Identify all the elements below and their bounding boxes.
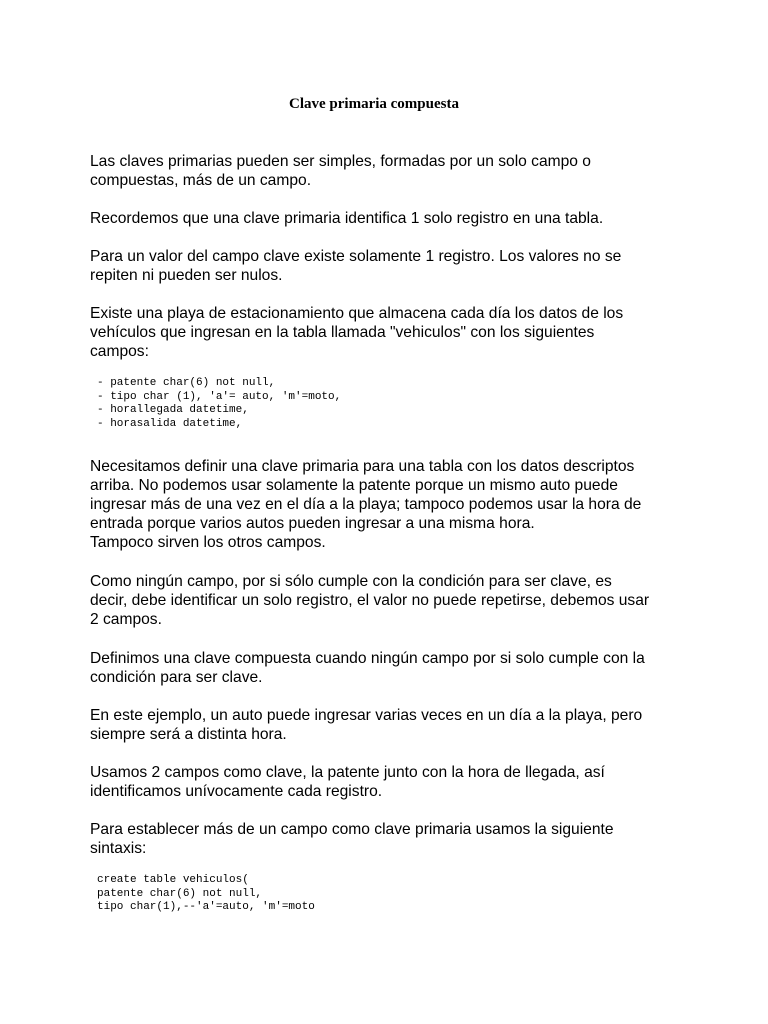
paragraph-line: condición para ser clave. <box>90 669 263 686</box>
paragraph-line: compuestas, más de un campo. <box>90 172 312 189</box>
paragraph-line: sintaxis: <box>90 840 147 857</box>
paragraph-valor-clave <box>90 247 690 285</box>
paragraph-line: Para establecer más de un campo como clave primaria usamos la siguiente <box>90 821 614 838</box>
paragraph-line: entrada porque varios autos pueden ingresar a una misma hora. <box>90 515 535 532</box>
paragraph-line: En este ejemplo, un auto puede ingresar varias veces en un día a la playa, pero <box>90 707 643 724</box>
paragraph-line: decir, debe identificar un solo registro, el valor no puede repetirse, debemos usar <box>90 592 650 609</box>
paragraph-ningun-campo <box>90 572 690 629</box>
paragraph-line: Para un valor del campo clave existe solamente 1 registro. Los valores no se <box>90 248 622 265</box>
paragraph-line: vehículos que ingresan en la tabla llamada "vehiculos" con los siguientes <box>90 324 595 341</box>
code-line: create table vehiculos( <box>97 874 249 886</box>
paragraph-line: 2 campos. <box>90 611 162 628</box>
code-block-create-table <box>97 874 315 915</box>
paragraph-line: Necesitamos definir una clave primaria para una tabla con los datos descriptos <box>90 458 635 475</box>
paragraph-necesitamos <box>90 457 690 552</box>
code-line: - horasalida datetime, <box>97 417 243 430</box>
paragraph-definimos <box>90 649 690 687</box>
paragraph-playa <box>90 304 690 361</box>
paragraph-claves-simples <box>90 152 690 190</box>
paragraph-line: Existe una playa de estacionamiento que almacena cada día los datos de los <box>90 305 624 322</box>
paragraph-sintaxis <box>90 820 690 858</box>
paragraph-line: Definimos una clave compuesta cuando ningún campo por si solo cumple con la <box>90 650 645 667</box>
paragraph-line: arriba. No podemos usar solamente la patente porque un mismo auto puede <box>90 477 618 494</box>
paragraph-line: Recordemos que una clave primaria identifica 1 solo registro en una tabla. <box>90 210 604 227</box>
paragraph-line: Las claves primarias pueden ser simples, formadas por un solo campo o <box>90 153 591 170</box>
code-line: patente char(6) not null, <box>97 887 263 900</box>
code-line: tipo char(1),--'a'=auto, 'm'=moto <box>97 901 315 914</box>
code-line: - horallegada datetime, <box>97 404 249 417</box>
paragraph-line: Como ningún campo, por si sólo cumple con la condición para ser clave, es <box>90 573 612 590</box>
page-title: Clave primaria compuesta <box>289 96 459 112</box>
paragraph-usamos <box>90 763 690 801</box>
paragraph-line: repiten ni pueden ser nulos. <box>90 267 283 284</box>
paragraph-line: Tampoco sirven los otros campos. <box>90 534 326 551</box>
paragraph-line: Usamos 2 campos como clave, la patente junto con la hora de llegada, así <box>90 764 605 781</box>
paragraph-ejemplo <box>90 706 690 744</box>
paragraph-line: siempre será a distinta hora. <box>90 726 287 743</box>
paragraph-line: campos: <box>90 343 149 360</box>
paragraph-line: identificamos unívocamente cada registro. <box>90 783 383 800</box>
code-block-fields <box>97 377 341 431</box>
paragraph-line: ingresar más de una vez en el día a la playa; tampoco podemos usar la hora de <box>90 496 642 513</box>
code-line: - tipo char (1), 'a'= auto, 'm'=moto, <box>97 390 342 403</box>
paragraph-recordemos <box>90 209 690 228</box>
code-line: - patente char(6) not null, <box>97 377 276 389</box>
